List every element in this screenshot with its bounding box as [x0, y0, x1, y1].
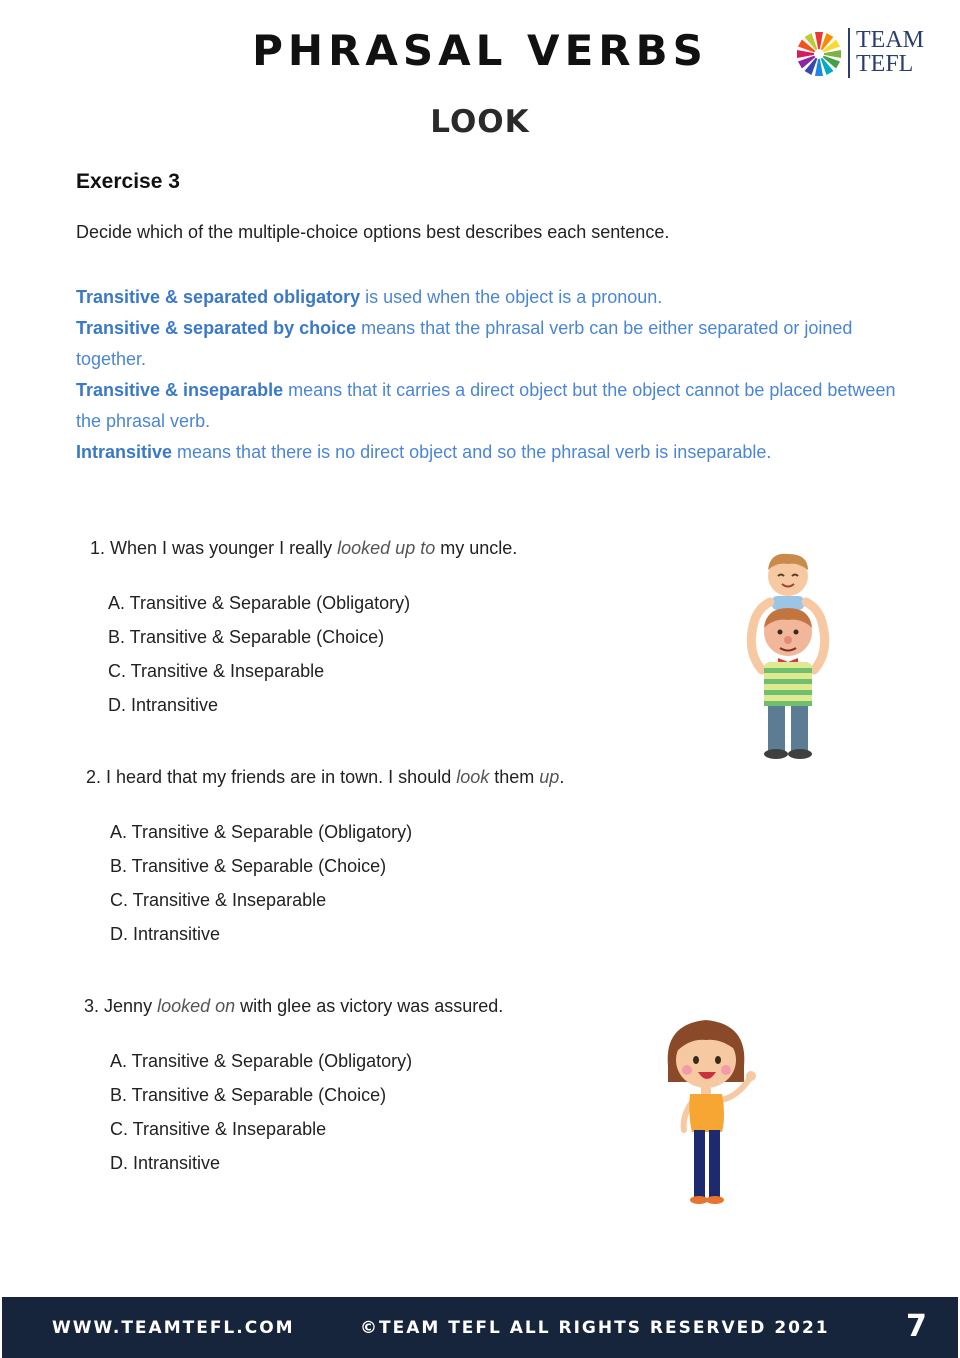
question-number: 1.: [90, 538, 106, 558]
logo-line-2: TEFL: [856, 51, 914, 77]
question-text: When I was younger I really: [110, 538, 338, 558]
question-1-option-b[interactable]: B. Transitive & Separable (Choice): [108, 627, 385, 647]
definition-text: means that there is no direct object and so the phrasal verb is inseparable.: [172, 442, 772, 462]
question-text: my uncle.: [435, 538, 518, 558]
man-carrying-child-illustration: [740, 552, 836, 760]
page-title: PHRASAL VERBS: [252, 26, 708, 75]
definition-text: means that it carries a direct object but the object cannot be placed between the phrasal verb.: [76, 380, 896, 431]
definition-item: [76, 313, 916, 375]
phrasal-verb-highlight: looked up to: [337, 538, 436, 558]
definition-term: Intransitive: [76, 442, 173, 462]
question-text: I heard that my friends are in town. I should: [106, 767, 457, 787]
question-1: [90, 538, 517, 559]
question-number: 3.: [84, 996, 100, 1016]
question-1-option-d[interactable]: D. Intransitive: [108, 695, 219, 715]
logo-flower-icon: [794, 28, 844, 80]
phrasal-verb-highlight: up: [539, 767, 560, 787]
footer-copyright: ©TEAM TEFL ALL RIGHTS RESERVED 2021: [360, 1318, 830, 1338]
page-subtitle: LOOK: [430, 104, 530, 140]
question-3-option-b[interactable]: B. Transitive & Separable (Choice): [110, 1085, 387, 1105]
definition-term: Transitive & separated by choice: [76, 318, 357, 338]
exercise-heading: Exercise 3: [76, 170, 180, 193]
logo-divider: [848, 28, 850, 78]
question-text: Jenny: [104, 996, 158, 1016]
definition-term: Transitive & inseparable: [76, 380, 284, 400]
definition-text: means that the phrasal verb can be either separated or joined together.: [76, 318, 853, 369]
question-1-option-a[interactable]: A. Transitive & Separable (Obligatory): [108, 593, 411, 613]
team-tefl-logo: [794, 26, 934, 82]
question-3-option-c[interactable]: C. Transitive & Inseparable: [110, 1119, 327, 1139]
definition-item: [76, 375, 916, 437]
question-number: 2.: [86, 767, 102, 787]
question-3-option-a[interactable]: A. Transitive & Separable (Obligatory): [110, 1051, 413, 1071]
definition-text: is used when the object is a pronoun.: [360, 287, 663, 307]
page-number: 7: [906, 1309, 927, 1344]
phrasal-verb-highlight: look: [456, 767, 490, 787]
question-text: them: [489, 767, 540, 787]
question-3: [84, 996, 503, 1017]
logo-line-1: TEAM: [856, 27, 924, 53]
question-3-option-d[interactable]: D. Intransitive: [110, 1153, 221, 1173]
question-2-option-b[interactable]: B. Transitive & Separable (Choice): [110, 856, 387, 876]
question-2-option-a[interactable]: A. Transitive & Separable (Obligatory): [110, 822, 413, 842]
definition-term: Transitive & separated obligatory: [76, 287, 361, 307]
phrasal-verb-highlight: looked on: [157, 996, 236, 1016]
question-text: .: [559, 767, 565, 787]
footer-website-link[interactable]: WWW.TEAMTEFL.COM: [52, 1318, 295, 1338]
definition-item: [76, 282, 916, 313]
page-footer: [2, 1297, 958, 1358]
question-text: with glee as victory was assured.: [235, 996, 504, 1016]
exercise-instructions: Decide which of the multiple-choice options best describes each sentence.: [76, 222, 670, 242]
girl-waving-illustration: [660, 1016, 760, 1208]
question-2-option-c[interactable]: C. Transitive & Inseparable: [110, 890, 327, 910]
question-1-option-c[interactable]: C. Transitive & Inseparable: [108, 661, 325, 681]
definition-item: [76, 437, 916, 468]
question-2-option-d[interactable]: D. Intransitive: [110, 924, 221, 944]
question-2: [86, 767, 564, 788]
definitions-block: [76, 282, 916, 468]
